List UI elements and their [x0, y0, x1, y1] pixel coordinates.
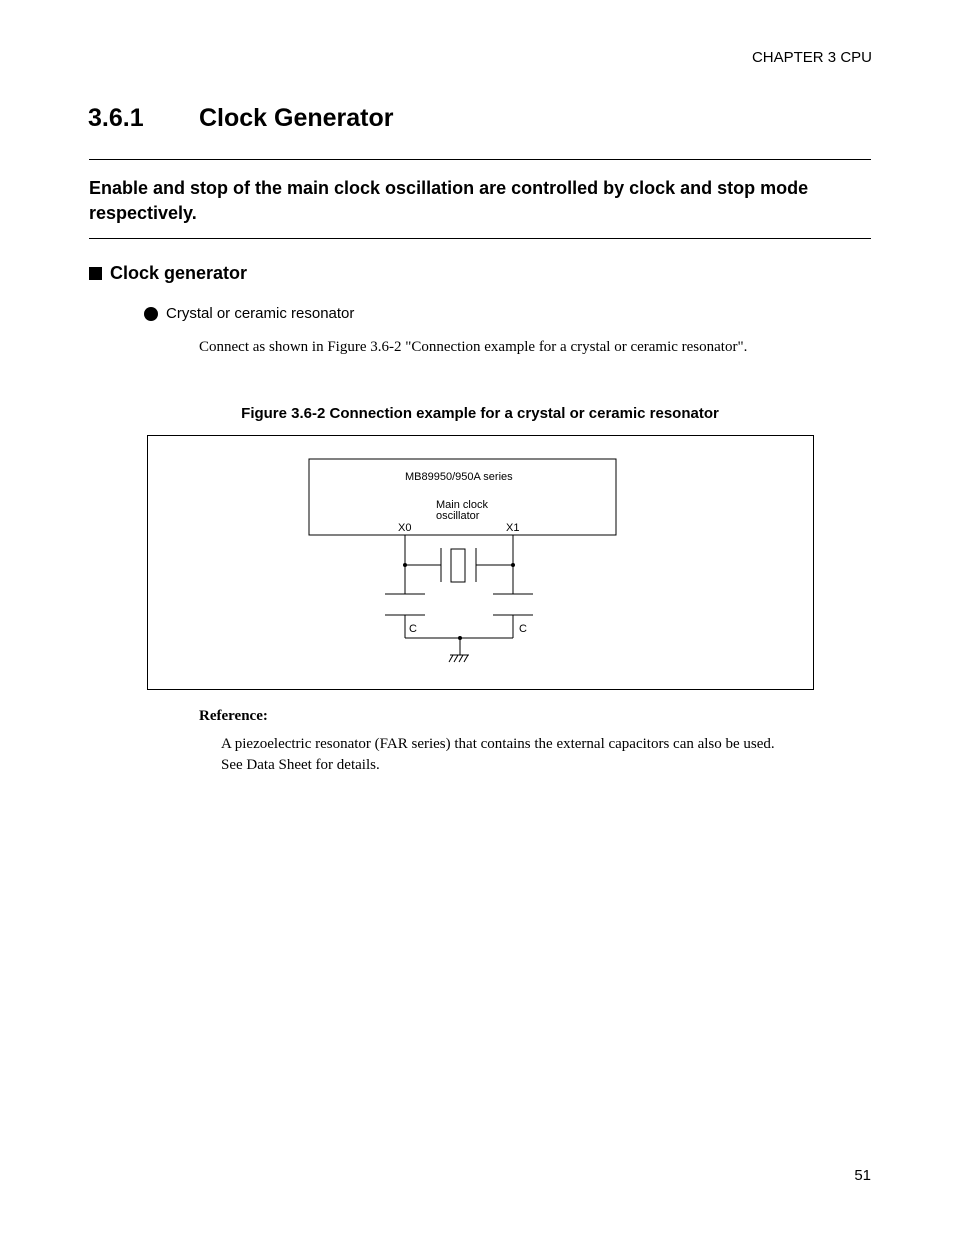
capacitor-left-label: C: [409, 623, 417, 635]
junction-dot-left: [403, 563, 407, 567]
circle-bullet-icon: [144, 307, 158, 321]
block-label-line2: oscillator: [436, 510, 480, 522]
reference-line-2: See Data Sheet for details.: [221, 757, 380, 773]
circuit-diagram: [147, 435, 814, 690]
running-header: CHAPTER 3 CPU: [751, 49, 872, 66]
pin-x0-label: X0: [398, 522, 412, 534]
top-rule: [89, 159, 871, 160]
subsection-title: Clock generator: [110, 263, 248, 283]
chip-name: MB89950/950A series: [405, 471, 513, 483]
reference-line-1: A piezoelectric resonator (FAR series) that contains the external capacitors can also be used.: [221, 736, 775, 752]
junction-dot-right: [511, 563, 515, 567]
reference-label: Reference:: [199, 708, 268, 724]
crystal-body: [451, 549, 465, 582]
bullet-item: [144, 305, 354, 322]
square-bullet-icon: [89, 267, 102, 280]
section-number: 3.6.1: [88, 104, 144, 132]
figure-caption: Figure 3.6-2 Connection example for a crystal or ceramic resonator: [241, 405, 719, 422]
bullet-label: Crystal or ceramic resonator: [166, 305, 355, 322]
pin-x1-label: X1: [506, 522, 520, 534]
section-title: Clock Generator: [199, 104, 394, 132]
bottom-rule: [89, 238, 871, 239]
subsection-heading: [89, 263, 247, 284]
block-label-line1: Main clock: [436, 499, 488, 511]
reference-text: [221, 734, 775, 776]
body-paragraph: Connect as shown in Figure 3.6-2 "Connection example for a crystal or ceramic resonator".: [199, 339, 748, 355]
section-summary: Enable and stop of the main clock oscillation are controlled by clock and stop mode respectively.: [89, 178, 809, 223]
capacitor-right-label: C: [519, 623, 527, 635]
ground-icon: [449, 655, 469, 662]
page-number: 51: [854, 1167, 871, 1184]
